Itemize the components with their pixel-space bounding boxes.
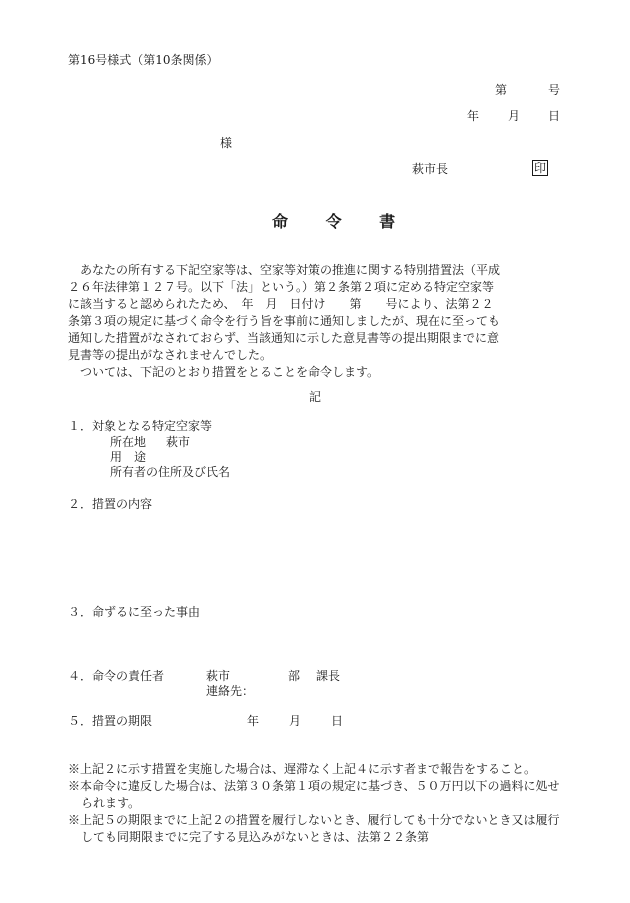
item4-heading: ４．命令の責任者: [68, 669, 165, 683]
note-item: ※上記５の期限までに上記２の措置を履行しないとき、履行しても十分でないとき又は履行しても同期限までに完了する見込みがないときは、法第２２条第: [68, 813, 560, 844]
body-paragraph: [68, 262, 568, 381]
item5-heading: ５．措置の期限: [68, 714, 153, 728]
date-day: 日: [548, 109, 561, 123]
item4-kacho: 課長: [316, 669, 341, 683]
item5-day: 日: [331, 714, 344, 728]
form-label: 第16号様式（第10条関係）: [68, 53, 219, 67]
item5-year: 年: [247, 714, 260, 728]
item1-heading: １．対象となる特定空家等: [68, 419, 213, 433]
item1-location-label: 所在地: [110, 435, 147, 449]
body-line: 通知した措置がなされておらず、当該通知に示した意見書等の提出期限までに意: [68, 331, 500, 345]
item4-city: 萩市: [206, 669, 231, 683]
item1-owner-label: 所有者の住所及び氏名: [110, 465, 231, 479]
doc-number-dai: 第: [495, 83, 508, 97]
note-item: ※上記２に示す措置を実施した場合は、遅滞なく上記４に示す者まで報告をすること。: [68, 762, 537, 776]
item1-location-value: 萩市: [166, 435, 191, 449]
item5-month: 月: [289, 714, 302, 728]
item3-heading: ３．命ずるに至った事由: [68, 605, 201, 619]
body-line: ついては、下記のとおり措置をとることを命令します。: [68, 365, 380, 379]
body-line: に該当すると認められたため、 年 月 日付け 第 号により、法第２２: [68, 297, 494, 311]
issuer-name: 萩市長: [412, 162, 449, 176]
body-line: あなたの所有する下記空家等は、空家等対策の推進に関する特別措置法（平成: [68, 263, 501, 277]
document-title: 命 令 書: [272, 212, 412, 231]
note-item: ※本命令に違反した場合は、法第３０条第１項の規定に基づき、５０万円以下の過料に処せられます。: [68, 779, 560, 810]
seal-text: 印: [534, 161, 547, 175]
body-line: 見書等の提出がなされませんでした。: [68, 348, 273, 362]
item4-contact: 連絡先：: [206, 684, 255, 698]
item2-heading: ２．措置の内容: [68, 497, 153, 511]
item4-bu: 部: [288, 669, 301, 683]
notes-section: [68, 761, 568, 846]
body-line: ２６年法律第１２７号。以下「法」という。）第２条第２項に定める特定空家等: [68, 280, 495, 294]
seal-mark: [532, 160, 548, 176]
addressee-sama: 様: [220, 136, 233, 150]
body-line: 条第３項の規定に基づく命令を行う旨を事前に通知しましたが、現在に至っても: [68, 314, 501, 328]
item1-use-label: 用 途: [110, 450, 147, 464]
doc-number-go: 号: [548, 83, 561, 97]
date-month: 月: [508, 109, 521, 123]
ki-heading: 記: [309, 390, 322, 404]
date-year: 年: [467, 109, 480, 123]
